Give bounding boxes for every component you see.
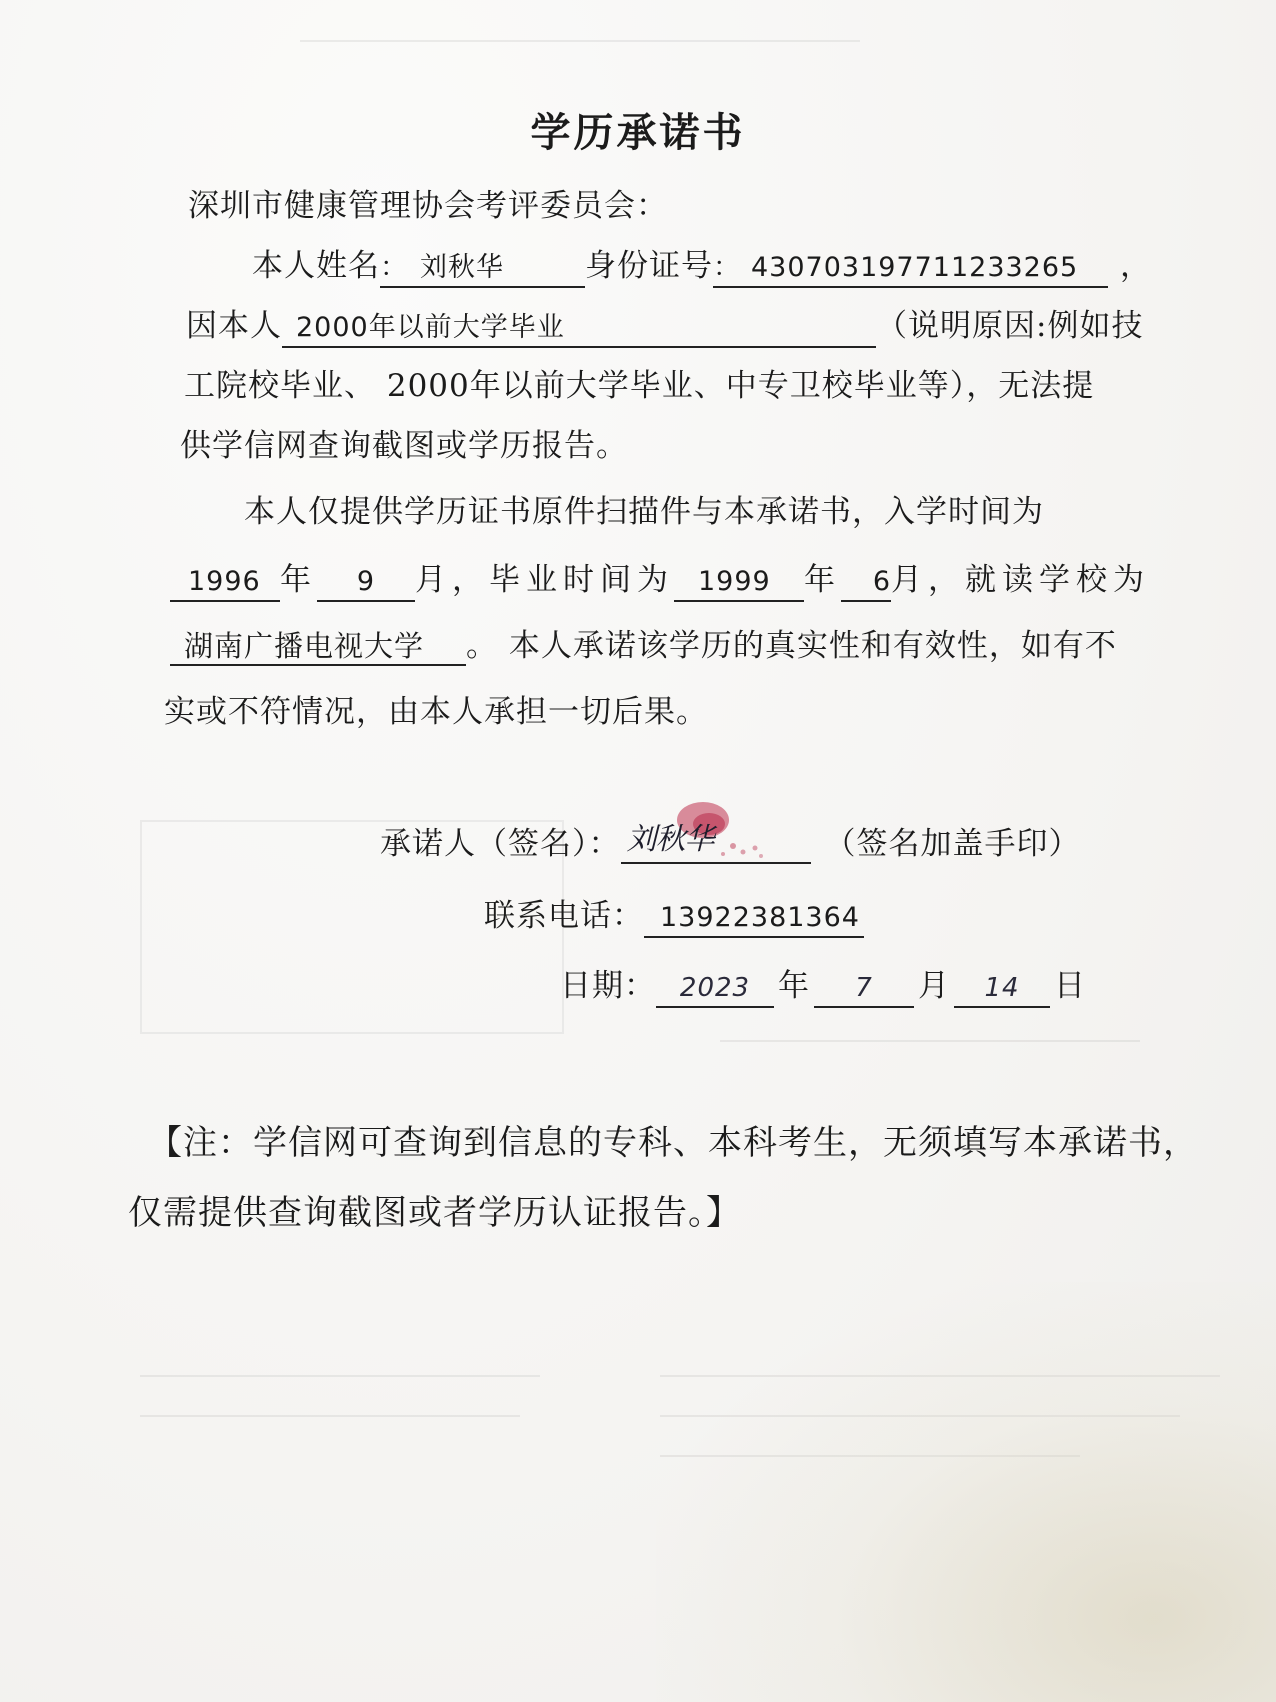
para2-line4: 实或不符情况，由本人承担一切后果。 [164, 694, 708, 730]
grad-label: ，毕业时间为 [452, 562, 674, 598]
school-line: 湖南广播电视大学 。 本人承诺该学历的真实性和有效性，如有不 [170, 626, 1117, 666]
id-label: 身份证号 [585, 248, 713, 284]
dates-line: 1996 年 9 月，毕业时间为 1999 年 6月，就读学校为 [170, 560, 1150, 602]
signature-field [621, 822, 811, 864]
phone-line [484, 896, 864, 938]
school-label: ，就读学校为 [928, 562, 1150, 598]
enroll-month-field: 9 [317, 564, 415, 602]
reason-label: 因本人 [186, 308, 282, 344]
handwritten-signature: 刘秋华 [626, 822, 714, 857]
grad-month-field: 6 [841, 564, 891, 602]
reason-line [186, 306, 1143, 348]
paper-shading [656, 1282, 1276, 1702]
reason-hint: （说明原因:例如技 [876, 308, 1144, 344]
grad-year-field: 1999 [674, 564, 804, 602]
id-number-field: ： 430703197711233265 [713, 250, 1108, 288]
para2-line1: 本人仅提供学历证书原件扫描件与本承诺书，入学时间为 [244, 494, 1044, 530]
phone-label: 联系电话： [484, 898, 644, 934]
bleed-through-mark [300, 40, 860, 42]
date-year-field: 2023 [656, 970, 774, 1008]
note-line-2: 仅需提供查询截图或者学历认证报告。】 [128, 1193, 741, 1233]
bleed-through-mark [140, 1415, 520, 1417]
date-day-field: 14 [954, 970, 1050, 1008]
date-month-field: 7 [814, 970, 914, 1008]
note-line-1: 【注：学信网可查询到信息的专科、本科考生，无须填写本承诺书， [148, 1123, 1198, 1163]
signer-label: 承诺人（签名）： [380, 826, 621, 862]
addressee: 深圳市健康管理协会考评委员会： [188, 188, 668, 224]
document-title: 学历承诺书 [530, 109, 746, 156]
name-label: 本人姓名 [252, 248, 380, 284]
date-line: 日期： 2023 年 7 月 14 日 [560, 966, 1086, 1008]
date-label: 日期： [560, 968, 656, 1004]
signer-note: （签名加盖手印） [824, 826, 1081, 862]
reason-field: 2000年以前大学毕业 [282, 310, 876, 348]
phone-field: 13922381364 [644, 900, 864, 938]
bleed-through-mark [140, 1375, 540, 1377]
reason-hint-line-3: 供学信网查询截图或学历报告。 [180, 428, 628, 464]
bleed-through-mark [720, 1040, 1140, 1042]
name-field: ： 刘秋华 [380, 250, 585, 288]
enroll-year-field: 1996 [170, 564, 280, 602]
identity-line: 本人姓名： 刘秋华 身份证号： 430703197711233265 ， [252, 246, 1152, 288]
signer-line [380, 822, 1081, 864]
reason-hint-line-2: 工院校毕业、 2000年以前大学毕业、中专卫校毕业等），无法提 [184, 368, 1095, 404]
school-field: 湖南广播电视大学 [170, 628, 466, 666]
